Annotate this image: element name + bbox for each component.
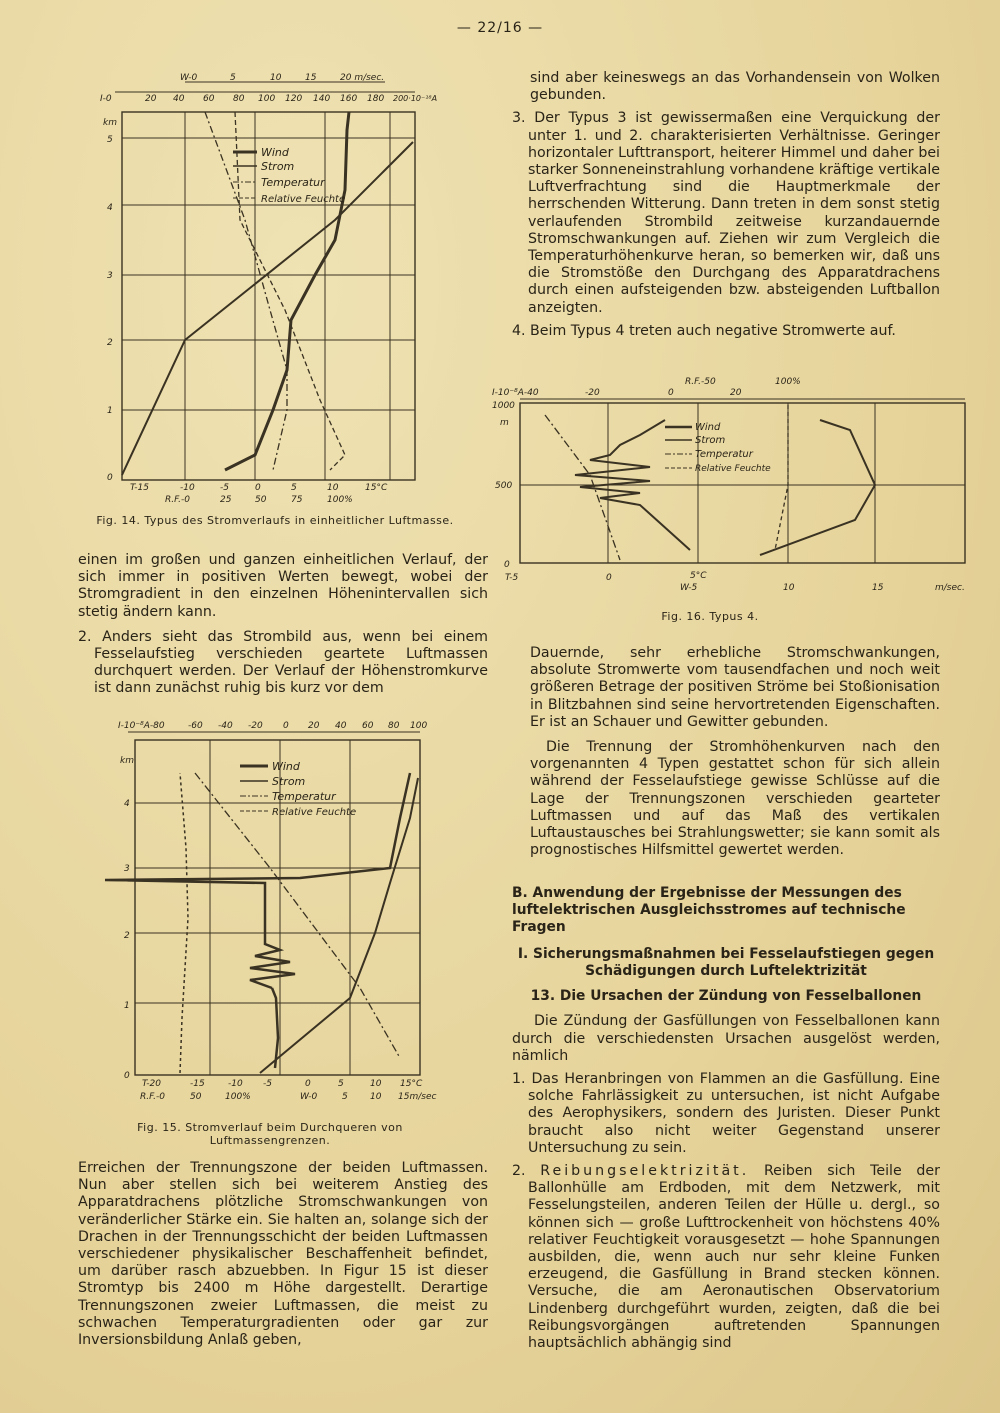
fig14-t-tick: 5 bbox=[291, 483, 297, 493]
fig15-y-tick: 3 bbox=[124, 864, 130, 874]
fig15-rf-tick: R.F.-0 bbox=[140, 1092, 165, 1102]
list-item: 1. Das Heranbringen von Flammen an die Gasfüllung. Eine solche Fahrlässigkeit zu untersuchen, ist nicht Aufgabe des Aerophysikers, sondern des Juristen. Dieser Punkt braucht also nicht weiter Gegenstand unserer Untersuchung zu sein. bbox=[512, 1071, 940, 1156]
fig15-t-tick: 10 bbox=[370, 1079, 382, 1089]
fig14-i-tick: 120 bbox=[285, 94, 303, 104]
fig15-rf-tick: 100% bbox=[225, 1092, 251, 1102]
paragraph: sind aber keineswegs an das Vorhandensein von Wolken gebunden. bbox=[530, 70, 940, 104]
paragraph: Die Trennung der Stromhöhenkurven nach den vorgenannten 4 Typen gestattet schon für sich allein während der Fesselaufstiege gewisse Schlüsse auf die Lage der Trennungszonen verschieden gearteter Luftmassen und auf das Maß des vertikalen Luftaustausches bei Strahlungswetter; sie kann somit als prognostisches Hilfsmittel gewertet werden. bbox=[530, 739, 940, 859]
fig16-legend-wind: Wind bbox=[695, 422, 721, 433]
fig14-legend-wind: Wind bbox=[261, 146, 289, 159]
fig16-y-tick: 0 bbox=[504, 560, 510, 570]
list-item: 3. Der Typus 3 ist gewissermaßen eine Verquickung der unter 1. und 2. charakterisierten Verhältnisse. Geringer horizontaler Lufttransport, heiterer Himmel und daher bei starker Sonneneinstrahlung vorhandene kräftige vertikale Luftverfrachtung sind die Hauptmerkmale der herrschenden Witterung. Dann treten in dem sonst stetig verlaufenden Strombild zeitweise kurzandauernde Stromschwankungen auf. Ziehen wir zum Vergleich die Temperaturhöhenkurve heran, so bemerken wir, daß uns die Stromstöße den Durchgang des Apparatdrachens durch einen aufsteigenden bzw. absteigenden Luftballon anzeigten. bbox=[512, 110, 940, 316]
fig14-rf-tick: 25 bbox=[220, 495, 232, 505]
fig15-caption bbox=[100, 1121, 440, 1147]
fig16-i-tick: I-10⁻⁸A-40 bbox=[492, 388, 539, 398]
fig14-t-tick: 0 bbox=[255, 483, 261, 493]
paragraph: Die Zündung der Gasfüllungen von Fesselballonen kann durch die verschiedensten Ursachen ausgelöst werden, nämlich bbox=[512, 1013, 940, 1064]
fig14-i-tick: 140 bbox=[313, 94, 331, 104]
fig15-y-tick: 0 bbox=[124, 1071, 130, 1081]
fig14-i-tick: 20 bbox=[145, 94, 157, 104]
fig15-i-tick: I-10⁻⁸A-80 bbox=[118, 721, 165, 731]
fig15-i-tick: -60 bbox=[188, 721, 203, 731]
fig15-legend-temperatur: Temperatur bbox=[272, 790, 336, 803]
paragraph: Erreichen der Trennungszone der beiden Luftmassen. Nun aber stellen sich bei weiterem Anstieg des Apparatdrachens plötzliche Stromschwankungen von veränderlicher Stärke ein. Sie halten an, solange sich der Drachen in der Trennungsschicht der beiden Luftmassen verschiedener physikalischer Beschaffenheit befindet, um darüber rasch abzuebben. In Figur 15 ist dieser Stromtyp bis 2400 m Höhe dargestellt. Derartige Trennungszonen zweier Luftmassen, die meist zu schwachen Temperaturgradienten oder gar zur Inversionsbildung Anlaß geben, bbox=[78, 1160, 488, 1349]
fig14-rf-tick: R.F.-0 bbox=[165, 495, 190, 505]
fig15-i-tick: -20 bbox=[248, 721, 263, 731]
fig15-rf-tick: 50 bbox=[190, 1092, 202, 1102]
fig15-t-tick: 5 bbox=[338, 1079, 344, 1089]
fig16-y-tick: 500 bbox=[495, 481, 513, 491]
fig16-legend-temperatur: Temperatur bbox=[695, 449, 753, 460]
fig14-y-label: km bbox=[103, 118, 117, 128]
figure-16 bbox=[490, 375, 970, 605]
fig15-i-tick: 40 bbox=[335, 721, 347, 731]
fig14-i-tick: I-0 bbox=[100, 94, 112, 104]
fig16-t-tick: 0 bbox=[606, 573, 612, 583]
fig16-i-tick: 20 bbox=[730, 388, 742, 398]
fig14-i-unit: 200·10⁻¹⁸A bbox=[393, 94, 438, 103]
paragraph: Dauernde, sehr erhebliche Stromschwankungen, absolute Stromwerte vom tausendfachen und noch weit größeren Betrage der positiven Ströme bei Stoßionisation in Blitzbahnen sind seine hervortretenden Eigenschaften. Er ist an Schauer und Gewitter gebunden. bbox=[530, 645, 940, 730]
fig14-i-tick: 100 bbox=[258, 94, 276, 104]
fig15-w-tick: 10 bbox=[370, 1092, 382, 1102]
fig15-y-label: km bbox=[120, 756, 134, 766]
fig15-w-tick: W-0 bbox=[300, 1092, 318, 1102]
fig15-w-tick: 5 bbox=[342, 1092, 348, 1102]
fig16-w-tick: 15 bbox=[872, 583, 884, 593]
list-item: 4. Beim Typus 4 treten auch negative Stromwerte auf. bbox=[512, 322, 896, 339]
list-item bbox=[512, 1163, 940, 1352]
fig14-rf-tick: 75 bbox=[291, 495, 303, 505]
fig16-y-label: m bbox=[500, 418, 509, 428]
fig16-rf-tick: 100% bbox=[775, 377, 801, 387]
fig14-t-tick: T-15 bbox=[130, 483, 149, 493]
fig14-w-tick: 15 bbox=[305, 73, 317, 83]
fig15-i-tick: -40 bbox=[218, 721, 233, 731]
right-column-lower bbox=[512, 645, 940, 1358]
fig15-t-tick: 15°C bbox=[400, 1079, 423, 1089]
fig16-rf-tick: R.F.-50 bbox=[685, 377, 716, 387]
section-heading-13: 13. Die Ursachen der Zündung von Fesselballonen bbox=[530, 988, 922, 1005]
fig14-rf-tick: 100% bbox=[327, 495, 353, 505]
list-item-text: Reiben sich Teile der Ballonhülle am Erdboden, mit dem Netzwerk, mit Fesselungsteilen, anderen Teilen der Hülle u. dergl., so können sich — große Lufttrockenheit von höchstens 40% relativer Feuchtigkeit vorausgesetzt — hohe Spannungen ausbilden, die, wenn auch nur sehr kleine Funken erzeugend, die Gasfüllung in Brand stecken können. Versuche, die am Aeronautischen Observatorium Lindenberg durchgeführt wurden, zeigten, daß die bei Reibungsvorgängen auftretenden Spannungen hauptsächlich abhängig sind bbox=[528, 1163, 940, 1352]
fig14-y-tick: 4 bbox=[107, 203, 113, 213]
fig14-legend-temperatur: Temperatur bbox=[261, 176, 325, 189]
list-number: 2. bbox=[512, 1163, 526, 1180]
fig14-w-axis-label: W-0 bbox=[180, 73, 198, 83]
right-column-upper bbox=[512, 70, 940, 346]
fig14-t-tick: -5 bbox=[220, 483, 229, 493]
fig14-i-tick: 40 bbox=[173, 94, 185, 104]
fig14-y-tick: 0 bbox=[107, 473, 113, 483]
fig14-legend-strom: Strom bbox=[261, 160, 295, 173]
left-column-lower bbox=[78, 1160, 488, 1349]
fig15-t-tick: -10 bbox=[228, 1079, 243, 1089]
fig14-w-tick: 5 bbox=[230, 73, 236, 83]
fig16-caption: Fig. 16. Typus 4. bbox=[661, 610, 759, 623]
fig14-i-tick: 180 bbox=[367, 94, 385, 104]
fig16-t-tick: T-5 bbox=[505, 573, 519, 583]
fig14-caption: Fig. 14. Typus des Stromverlaufs in einheitlicher Luftmasse. bbox=[96, 514, 454, 527]
fig14-y-tick: 3 bbox=[107, 271, 113, 281]
fig15-y-tick: 2 bbox=[124, 931, 130, 941]
fig15-legend-feuchte: Relative Feuchte bbox=[272, 807, 357, 818]
spaced-term: Reibungselektrizität. bbox=[540, 1163, 750, 1180]
fig14-y-tick: 5 bbox=[107, 135, 113, 145]
page-number: — 22/16 — bbox=[456, 20, 544, 36]
fig15-i-tick: 80 bbox=[388, 721, 400, 731]
figure-14 bbox=[95, 70, 438, 510]
fig14-y-tick: 2 bbox=[107, 338, 113, 348]
fig14-i-tick: 60 bbox=[203, 94, 215, 104]
section-heading-i: I. Sicherungsmaßnahmen bei Fesselaufstiegen gegen Schädigungen durch Luftelektrizität bbox=[517, 946, 935, 980]
fig16-t-tick: 5°C bbox=[690, 571, 707, 581]
fig15-legend-strom: Strom bbox=[272, 775, 306, 788]
fig15-y-tick: 4 bbox=[124, 799, 130, 809]
fig15-i-tick: 20 bbox=[308, 721, 320, 731]
fig15-i-tick: 0 bbox=[283, 721, 289, 731]
fig15-i-tick: 100 bbox=[410, 721, 428, 731]
fig14-rf-tick: 50 bbox=[255, 495, 267, 505]
fig16-w-tick: W-5 bbox=[680, 583, 698, 593]
fig15-caption-line: Fig. 15. Stromverlauf beim Durchqueren von bbox=[137, 1121, 403, 1134]
fig16-legend-strom: Strom bbox=[695, 435, 726, 446]
figure-15 bbox=[100, 718, 440, 1118]
fig14-legend-feuchte: Relative Feuchte bbox=[261, 194, 346, 205]
left-column-upper bbox=[78, 552, 488, 704]
fig14-t-tick: 15°C bbox=[365, 483, 388, 493]
fig14-i-tick: 80 bbox=[233, 94, 245, 104]
fig14-y-tick: 1 bbox=[107, 406, 113, 416]
fig14-w-tick: 10 bbox=[270, 73, 282, 83]
fig14-t-tick: 10 bbox=[327, 483, 339, 493]
fig15-legend-wind: Wind bbox=[272, 760, 300, 773]
fig16-w-unit: m/sec. bbox=[935, 583, 965, 593]
list-item: 2. Anders sieht das Strombild aus, wenn bei einem Fesselaufstieg verschieden geartete Luftmassen durchquert werden. Der Verlauf der Höhenstromkurve ist dann zunächst ruhig bis kurz vor dem bbox=[78, 628, 488, 697]
paragraph: einen im großen und ganzen einheitlichen Verlauf, der sich immer in positiven Werten bewegt, wobei der Stromgradient in den einzelnen Höhenintervallen sich stetig ändern kann. bbox=[78, 552, 488, 620]
fig15-i-tick: 60 bbox=[362, 721, 374, 731]
fig14-t-tick: -10 bbox=[180, 483, 195, 493]
fig15-t-tick: T-20 bbox=[142, 1079, 161, 1089]
fig15-t-tick: 0 bbox=[305, 1079, 311, 1089]
fig14-w-tick: 20 m/sec. bbox=[340, 73, 385, 83]
fig16-i-tick: -20 bbox=[585, 388, 600, 398]
fig16-w-tick: 10 bbox=[783, 583, 795, 593]
fig16-legend-feuchte: Relative Feuchte bbox=[695, 464, 771, 474]
fig15-caption-line: Luftmassengrenzen. bbox=[209, 1134, 331, 1147]
fig16-y-tick: 1000 bbox=[492, 401, 515, 411]
fig15-w-unit: 15m/sec bbox=[398, 1092, 437, 1102]
fig15-y-tick: 1 bbox=[124, 1001, 130, 1011]
fig14-i-tick: 160 bbox=[340, 94, 358, 104]
fig15-t-tick: -15 bbox=[190, 1079, 205, 1089]
fig15-t-tick: -5 bbox=[263, 1079, 272, 1089]
fig16-i-tick: 0 bbox=[668, 388, 674, 398]
section-heading-b: B. Anwendung der Ergebnisse der Messungen des luftelektrischen Ausgleichsstromes auf technische Fragen bbox=[512, 885, 906, 936]
